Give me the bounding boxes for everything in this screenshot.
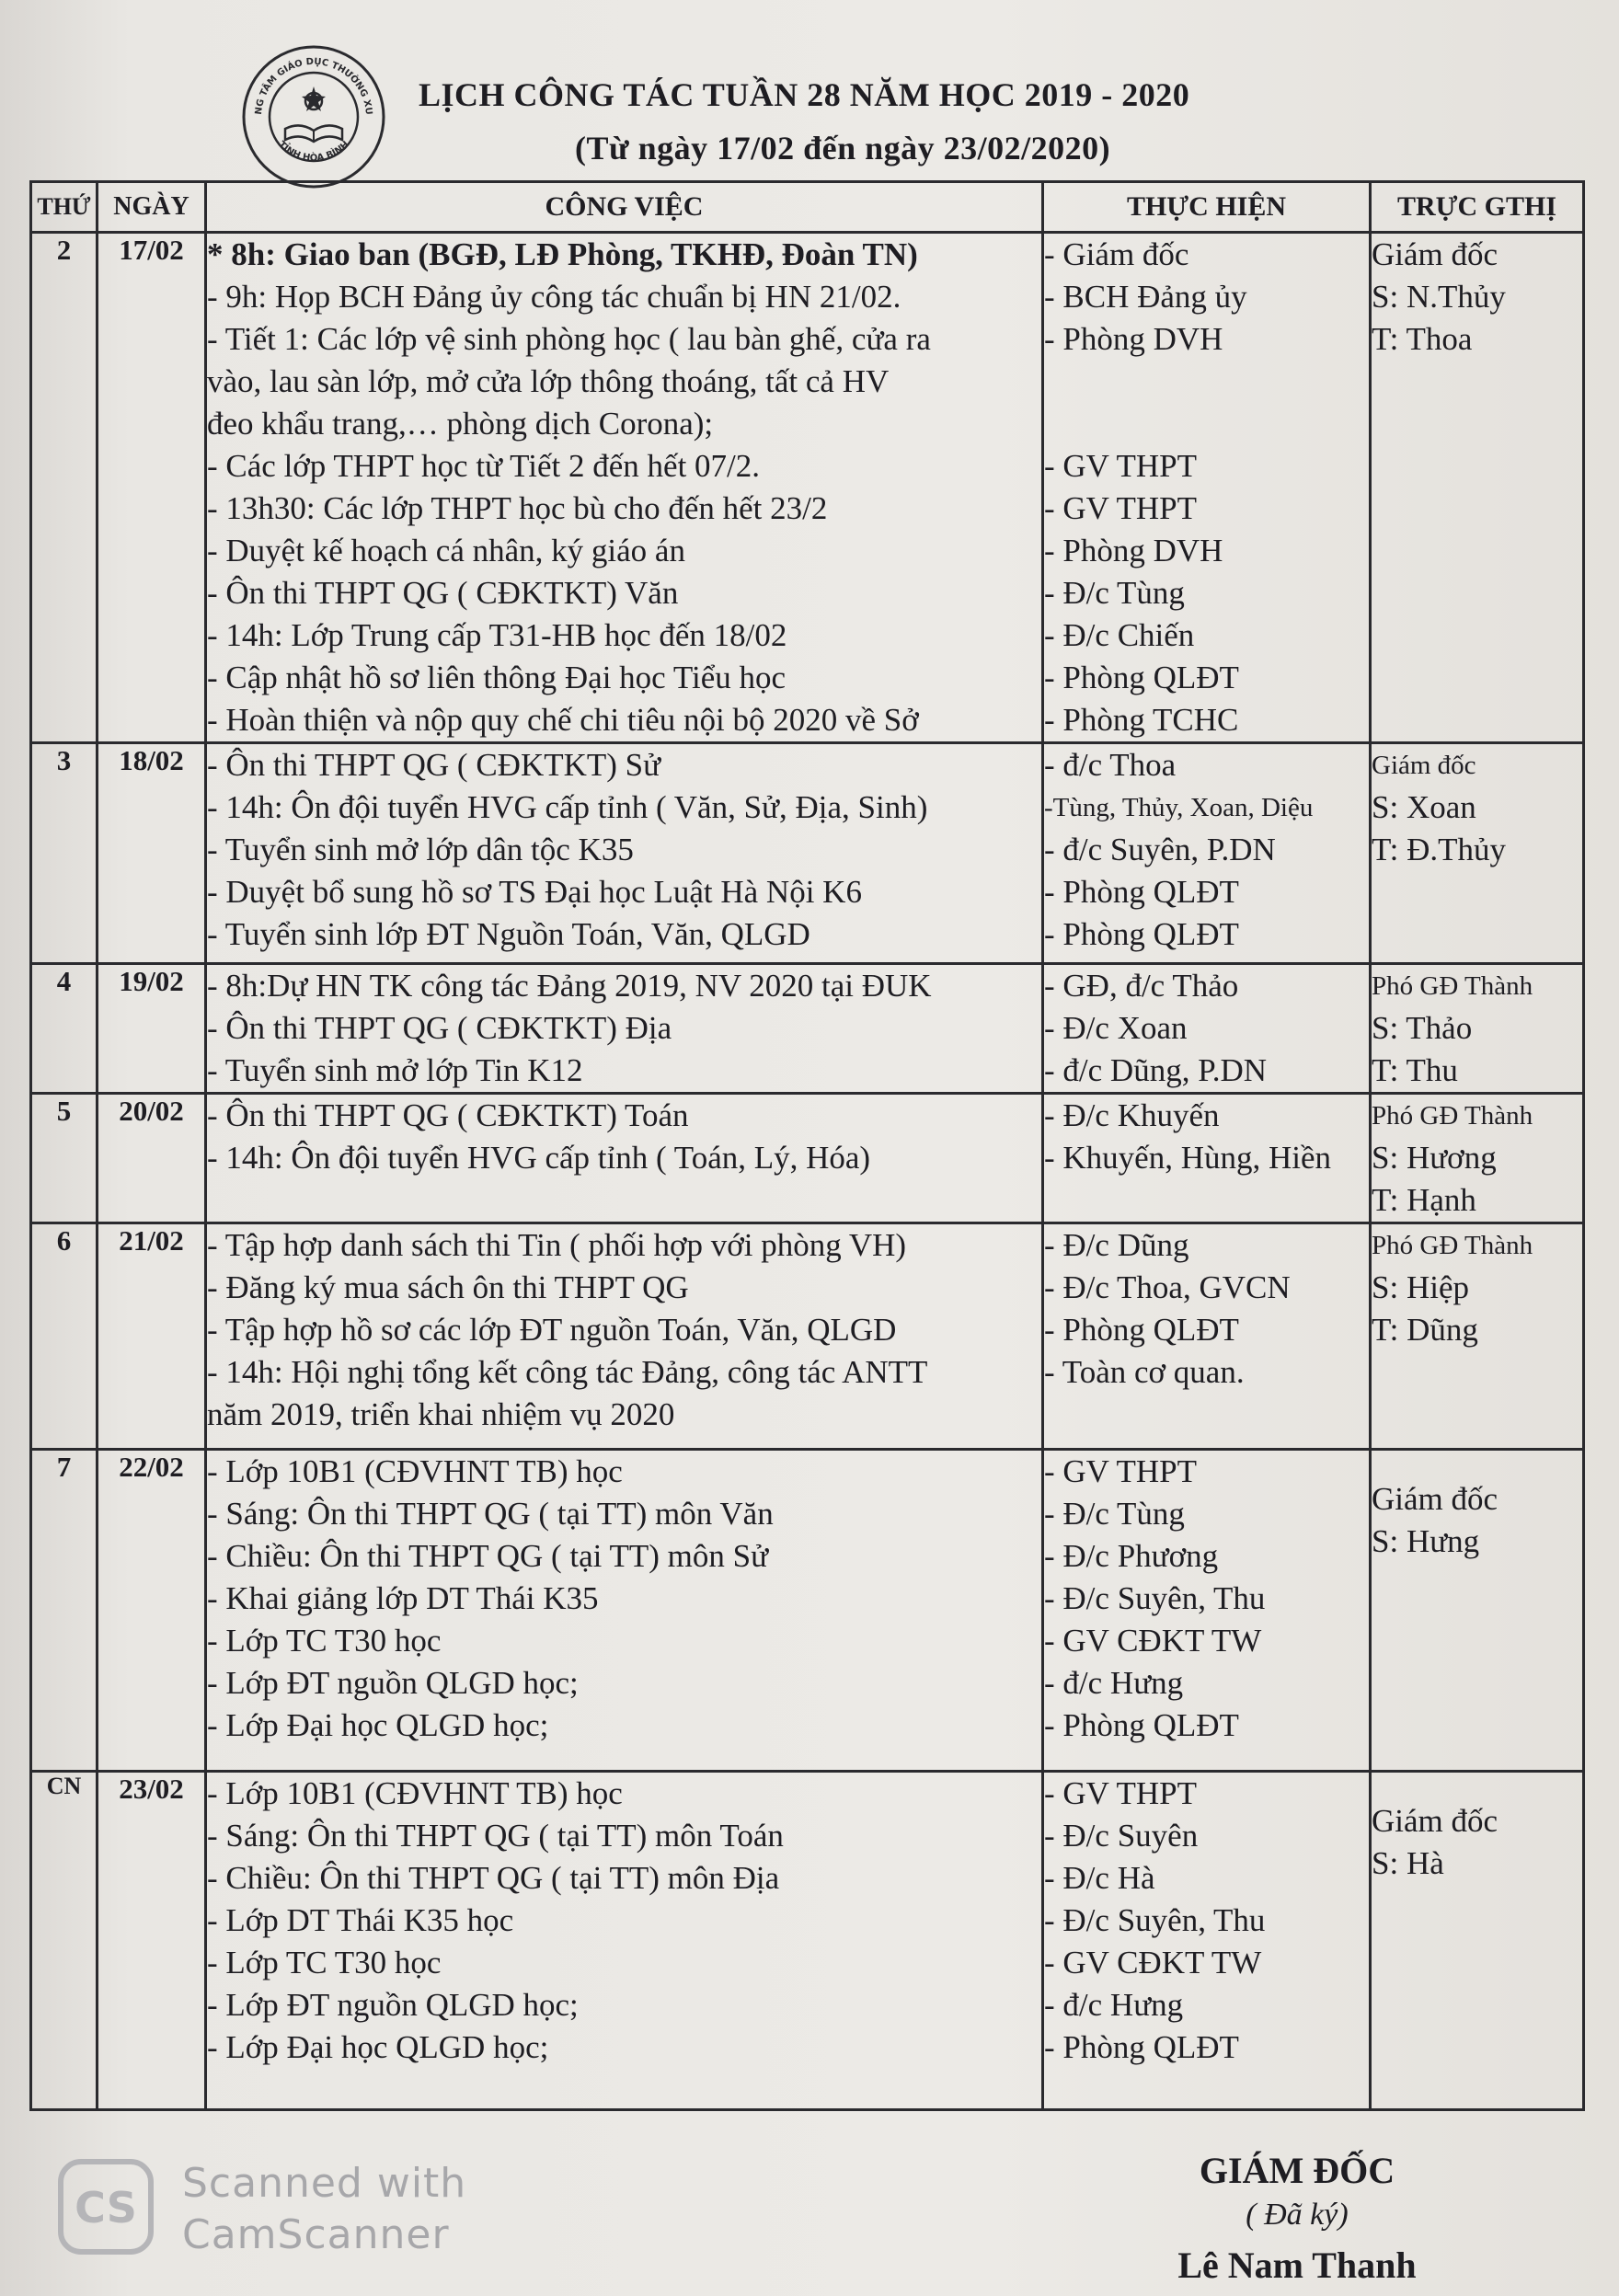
assignee-line: - Khuyến, Hùng, Hiền bbox=[1044, 1140, 1332, 1176]
duty-cell bbox=[1371, 1772, 1584, 2110]
task-line: - 8h:Dự HN TK công tác Đảng 2019, NV 2020 tại ĐUK bbox=[207, 968, 932, 1004]
duty-line: T: Thoa bbox=[1372, 321, 1473, 357]
duty-cell bbox=[1371, 1094, 1584, 1223]
duty-line: S: Hương bbox=[1372, 1140, 1497, 1176]
task-line: - Tập hợp danh sách thi Tin ( phối hợp với phòng VH) bbox=[207, 1227, 907, 1263]
task-line: đeo khẩu trang,… phòng dịch Corona); bbox=[207, 406, 714, 442]
assignee-line: - Đ/c Tùng bbox=[1044, 1496, 1185, 1532]
spacer bbox=[1044, 361, 1369, 403]
school-logo bbox=[241, 44, 386, 189]
task-line: - Chiều: Ôn thi THPT QG ( tại TT) môn Địa bbox=[207, 1860, 780, 1896]
assignees-cell bbox=[1043, 1223, 1371, 1450]
assignee-line: - đ/c Thoa bbox=[1044, 747, 1177, 783]
table-row bbox=[31, 1094, 1584, 1223]
assignee-line: - Đ/c Chiến bbox=[1044, 617, 1195, 653]
header-thuc-hien: THỰC HIỆN bbox=[1043, 182, 1371, 233]
assignee-line: - BCH Đảng ủy bbox=[1044, 279, 1247, 315]
assignee-line: - GV CĐKT TW bbox=[1044, 1623, 1262, 1659]
assignees-cell bbox=[1043, 233, 1371, 743]
task-line: - Lớp Đại học QLGD học; bbox=[207, 2029, 549, 2065]
task-line: - Hoàn thiện và nộp quy chế chi tiêu nội bộ 2020 về Sở bbox=[207, 702, 919, 738]
svg-text:TỈNH HÒA BÌNH: TỈNH HÒA BÌNH bbox=[276, 139, 351, 164]
task-line: - 14h: Ôn đội tuyển HVG cấp tỉnh ( Văn, Sử, Địa, Sinh) bbox=[207, 789, 928, 825]
assignee-line: - đ/c Dũng, P.DN bbox=[1044, 1052, 1268, 1088]
duty-line: S: Hiệp bbox=[1372, 1269, 1469, 1305]
table-row bbox=[31, 1450, 1584, 1772]
assignee-line: - đ/c Suyên, P.DN bbox=[1044, 832, 1276, 867]
table-row bbox=[31, 1772, 1584, 2110]
assignee-line: - Đ/c Thoa, GVCN bbox=[1044, 1269, 1291, 1305]
task-line: - Cập nhật hồ sơ liên thông Đại học Tiểu học bbox=[207, 660, 787, 695]
date: 23/02 bbox=[98, 1772, 206, 2110]
duty-line: Giám đốc bbox=[1372, 1481, 1498, 1517]
assignee-line: - Đ/c Suyên, Thu bbox=[1044, 1902, 1266, 1938]
task-line: - 13h30: Các lớp THPT học bù cho đến hết 23/2 bbox=[207, 490, 828, 526]
table-header-row bbox=[31, 182, 1584, 233]
task-line: - Ôn thi THPT QG ( CĐKTKT) Văn bbox=[207, 575, 679, 611]
day-of-week: 4 bbox=[31, 964, 98, 1094]
duty-line: T: Dũng bbox=[1372, 1312, 1478, 1348]
svg-text:TRUNG TÂM GIÁO DỤC THƯỜNG XUYÊ: NG TÂM GIÁO DỤC THƯỜNG XU bbox=[253, 56, 374, 116]
assignee-line: - Phòng QLĐT bbox=[1044, 916, 1239, 952]
day-of-week: 6 bbox=[31, 1223, 98, 1450]
task-line: - Lớp 10B1 (CĐVHNT TB) học bbox=[207, 1775, 623, 1811]
tasks-cell bbox=[206, 233, 1043, 743]
task-line: - Tuyển sinh mở lớp Tin K12 bbox=[207, 1052, 583, 1088]
task-line: năm 2019, triển khai nhiệm vụ 2020 bbox=[207, 1396, 675, 1432]
task-line: - 14h: Lớp Trung cấp T31-HB học đến 18/02 bbox=[207, 617, 787, 653]
duty-line: Giám đốc bbox=[1372, 1803, 1498, 1839]
duty-line: T: Hạnh bbox=[1372, 1182, 1476, 1218]
duty-cell bbox=[1371, 233, 1584, 743]
assignees-cell bbox=[1043, 1094, 1371, 1223]
tasks-cell bbox=[206, 743, 1043, 964]
camscanner-logo-icon bbox=[55, 2156, 156, 2257]
task-line: - Ôn thi THPT QG ( CĐKTKT) Sử bbox=[207, 747, 661, 783]
assignee-line: - Phòng QLĐT bbox=[1044, 2029, 1239, 2065]
page-title: LỊCH CÔNG TÁC TUẦN 28 NĂM HỌC 2019 - 2020 bbox=[419, 76, 1190, 113]
assignee-line: - Đ/c Suyên bbox=[1044, 1818, 1199, 1854]
assignee-line: - Phòng QLĐT bbox=[1044, 1707, 1239, 1743]
day-of-week: 5 bbox=[31, 1094, 98, 1223]
task-line: - 14h: Ôn đội tuyển HVG cấp tỉnh ( Toán, Lý, Hóa) bbox=[207, 1140, 871, 1176]
header-cong-viec: CÔNG VIỆC bbox=[206, 182, 1043, 233]
duty-line: T: Thu bbox=[1372, 1052, 1458, 1088]
task-line: - Duyệt bổ sung hồ sơ TS Đại học Luật Hà Nội K6 bbox=[207, 874, 862, 910]
tasks-cell bbox=[206, 1094, 1043, 1223]
signature-note: ( Đã ký) bbox=[1246, 2198, 1349, 2232]
duty-line: S: N.Thủy bbox=[1372, 279, 1506, 315]
assignees-cell bbox=[1043, 743, 1371, 964]
assignee-line: - Đ/c Khuyến bbox=[1044, 1097, 1220, 1133]
task-line: - Đăng ký mua sách ôn thi THPT QG bbox=[207, 1269, 689, 1305]
task-line: - Khai giảng lớp DT Thái K35 bbox=[207, 1580, 599, 1616]
duty-line: S: Hưng bbox=[1372, 1523, 1480, 1559]
task-line: - Lớp ĐT nguồn QLGD học; bbox=[207, 1665, 579, 1701]
signer-name: Lê Nam Thanh bbox=[1177, 2244, 1417, 2286]
scanner-watermark bbox=[182, 2158, 568, 2261]
assignee-line: - Phòng QLĐT bbox=[1044, 660, 1239, 695]
assignee-line: - Đ/c Dũng bbox=[1044, 1227, 1189, 1263]
task-line: - Duyệt kế hoạch cá nhân, ký giáo án bbox=[207, 533, 685, 568]
assignees-cell bbox=[1043, 1772, 1371, 2110]
task-line: - 14h: Hội nghị tổng kết công tác Đảng, công tác ANTT bbox=[207, 1354, 928, 1390]
duty-line: S: Hà bbox=[1372, 1845, 1444, 1881]
signature-title: GIÁM ĐỐC bbox=[1199, 2150, 1395, 2191]
duty-cell bbox=[1371, 1223, 1584, 1450]
tasks-cell bbox=[206, 1450, 1043, 1772]
date: 19/02 bbox=[98, 964, 206, 1094]
task-line: - Tiết 1: Các lớp vệ sinh phòng học ( lau bàn ghế, cửa ra bbox=[207, 321, 931, 357]
task-line: - Các lớp THPT học từ Tiết 2 đến hết 07/2. bbox=[207, 448, 761, 484]
table-row bbox=[31, 743, 1584, 964]
assignee-line: - Phòng TCHC bbox=[1044, 702, 1239, 738]
duty-line: Phó GĐ Thành bbox=[1372, 1231, 1533, 1260]
header-thu: THỨ bbox=[31, 182, 98, 233]
assignee-line: - Đ/c Xoan bbox=[1044, 1010, 1188, 1046]
watermark-line: Scanned with bbox=[182, 2160, 467, 2207]
assignee-line: - Giám đốc bbox=[1044, 236, 1189, 272]
task-line: - Sáng: Ôn thi THPT QG ( tại TT) môn Văn bbox=[207, 1496, 774, 1532]
task-line: - Ôn thi THPT QG ( CĐKTKT) Địa bbox=[207, 1010, 672, 1046]
table-row bbox=[31, 233, 1584, 743]
date: 18/02 bbox=[98, 743, 206, 964]
header-truc: TRỰC GTHỊ bbox=[1371, 182, 1584, 233]
assignee-line: - Đ/c Phương bbox=[1044, 1538, 1219, 1574]
assignee-line: - đ/c Hưng bbox=[1044, 1987, 1184, 2023]
header-ngay: NGÀY bbox=[98, 182, 206, 233]
tasks-cell bbox=[206, 1772, 1043, 2110]
day-of-week: 2 bbox=[31, 233, 98, 743]
task-line: - Ôn thi THPT QG ( CĐKTKT) Toán bbox=[207, 1097, 689, 1133]
task-line: - Sáng: Ôn thi THPT QG ( tại TT) môn Toán bbox=[207, 1818, 784, 1854]
assignee-line: - Phòng QLĐT bbox=[1044, 1312, 1239, 1348]
assignee-line: - Phòng DVH bbox=[1044, 533, 1223, 568]
task-line: - Lớp TC T30 học bbox=[207, 1945, 442, 1980]
duty-line: S: Thảo bbox=[1372, 1010, 1473, 1046]
day-of-week: 7 bbox=[31, 1450, 98, 1772]
date: 20/02 bbox=[98, 1094, 206, 1223]
svg-text:CS: CS bbox=[75, 2183, 137, 2233]
watermark-line: CamScanner bbox=[182, 2211, 450, 2258]
task-line: - Tuyển sinh lớp ĐT Nguồn Toán, Văn, QLGD bbox=[207, 916, 810, 952]
assignee-line: - Đ/c Suyên, Thu bbox=[1044, 1580, 1266, 1616]
task-line: - Lớp 10B1 (CĐVHNT TB) học bbox=[207, 1453, 623, 1489]
assignee-line: - GV THPT bbox=[1044, 1453, 1197, 1489]
assignee-line: - Phòng QLĐT bbox=[1044, 874, 1239, 910]
duty-line: Phó GĐ Thành bbox=[1372, 971, 1533, 1001]
tasks-cell bbox=[206, 1223, 1043, 1450]
assignee-line: -Tùng, Thủy, Xoan, Diệu bbox=[1044, 793, 1314, 822]
day-of-week: 3 bbox=[31, 743, 98, 964]
assignee-line: - GV THPT bbox=[1044, 490, 1197, 526]
assignee-line: - Đ/c Hà bbox=[1044, 1860, 1155, 1896]
task-line: - Lớp Đại học QLGD học; bbox=[207, 1707, 549, 1743]
assignees-cell bbox=[1043, 964, 1371, 1094]
assignee-line: - Toàn cơ quan. bbox=[1044, 1354, 1245, 1390]
task-line: vào, lau sàn lớp, mở cửa lớp thông thoáng, tất cả HV bbox=[207, 363, 890, 399]
duty-cell bbox=[1371, 964, 1584, 1094]
duty-line: Giám đốc bbox=[1372, 751, 1476, 780]
duty-line: S: Xoan bbox=[1372, 789, 1476, 825]
schedule-table bbox=[29, 180, 1585, 2111]
day-of-week: CN bbox=[31, 1772, 98, 2110]
duty-line: T: Đ.Thủy bbox=[1372, 832, 1507, 867]
task-line: - Chiều: Ôn thi THPT QG ( tại TT) môn Sử bbox=[207, 1538, 769, 1574]
page-subtitle: (Từ ngày 17/02 đến ngày 23/02/2020) bbox=[575, 130, 1111, 166]
duty-cell bbox=[1371, 1450, 1584, 1772]
assignee-line: - GV THPT bbox=[1044, 1775, 1197, 1811]
date: 17/02 bbox=[98, 233, 206, 743]
assignees-cell bbox=[1043, 1450, 1371, 1772]
date: 21/02 bbox=[98, 1223, 206, 1450]
duty-cell bbox=[1371, 743, 1584, 964]
duty-line: Giám đốc bbox=[1372, 236, 1498, 272]
assignee-line: - GV THPT bbox=[1044, 448, 1197, 484]
task-line: - Tuyển sinh mở lớp dân tộc K35 bbox=[207, 832, 634, 867]
duty-line: Phó GĐ Thành bbox=[1372, 1101, 1533, 1131]
task-line: - Lớp ĐT nguồn QLGD học; bbox=[207, 1987, 579, 2023]
tasks-cell bbox=[206, 964, 1043, 1094]
assignee-line: - đ/c Hưng bbox=[1044, 1665, 1184, 1701]
table-row bbox=[31, 964, 1584, 1094]
task-line: - Tập hợp hồ sơ các lớp ĐT nguồn Toán, Văn, QLGD bbox=[207, 1312, 897, 1348]
task-line: - 9h: Họp BCH Đảng ủy công tác chuẩn bị HN 21/02. bbox=[207, 279, 901, 315]
assignee-line: - Đ/c Tùng bbox=[1044, 575, 1185, 611]
spacer bbox=[1044, 403, 1369, 445]
date: 22/02 bbox=[98, 1450, 206, 1772]
assignee-line: - Phòng DVH bbox=[1044, 321, 1223, 357]
task-line: - Lớp DT Thái K35 học bbox=[207, 1902, 514, 1938]
table-row bbox=[31, 1223, 1584, 1450]
assignee-line: - GĐ, đ/c Thảo bbox=[1044, 968, 1239, 1004]
signature-block bbox=[1104, 2149, 1490, 2287]
task-line: - Lớp TC T30 học bbox=[207, 1623, 442, 1659]
assignee-line: - GV CĐKT TW bbox=[1044, 1945, 1262, 1980]
task-line: * 8h: Giao ban (BGĐ, LĐ Phòng, TKHĐ, Đoàn TN) bbox=[207, 236, 918, 272]
